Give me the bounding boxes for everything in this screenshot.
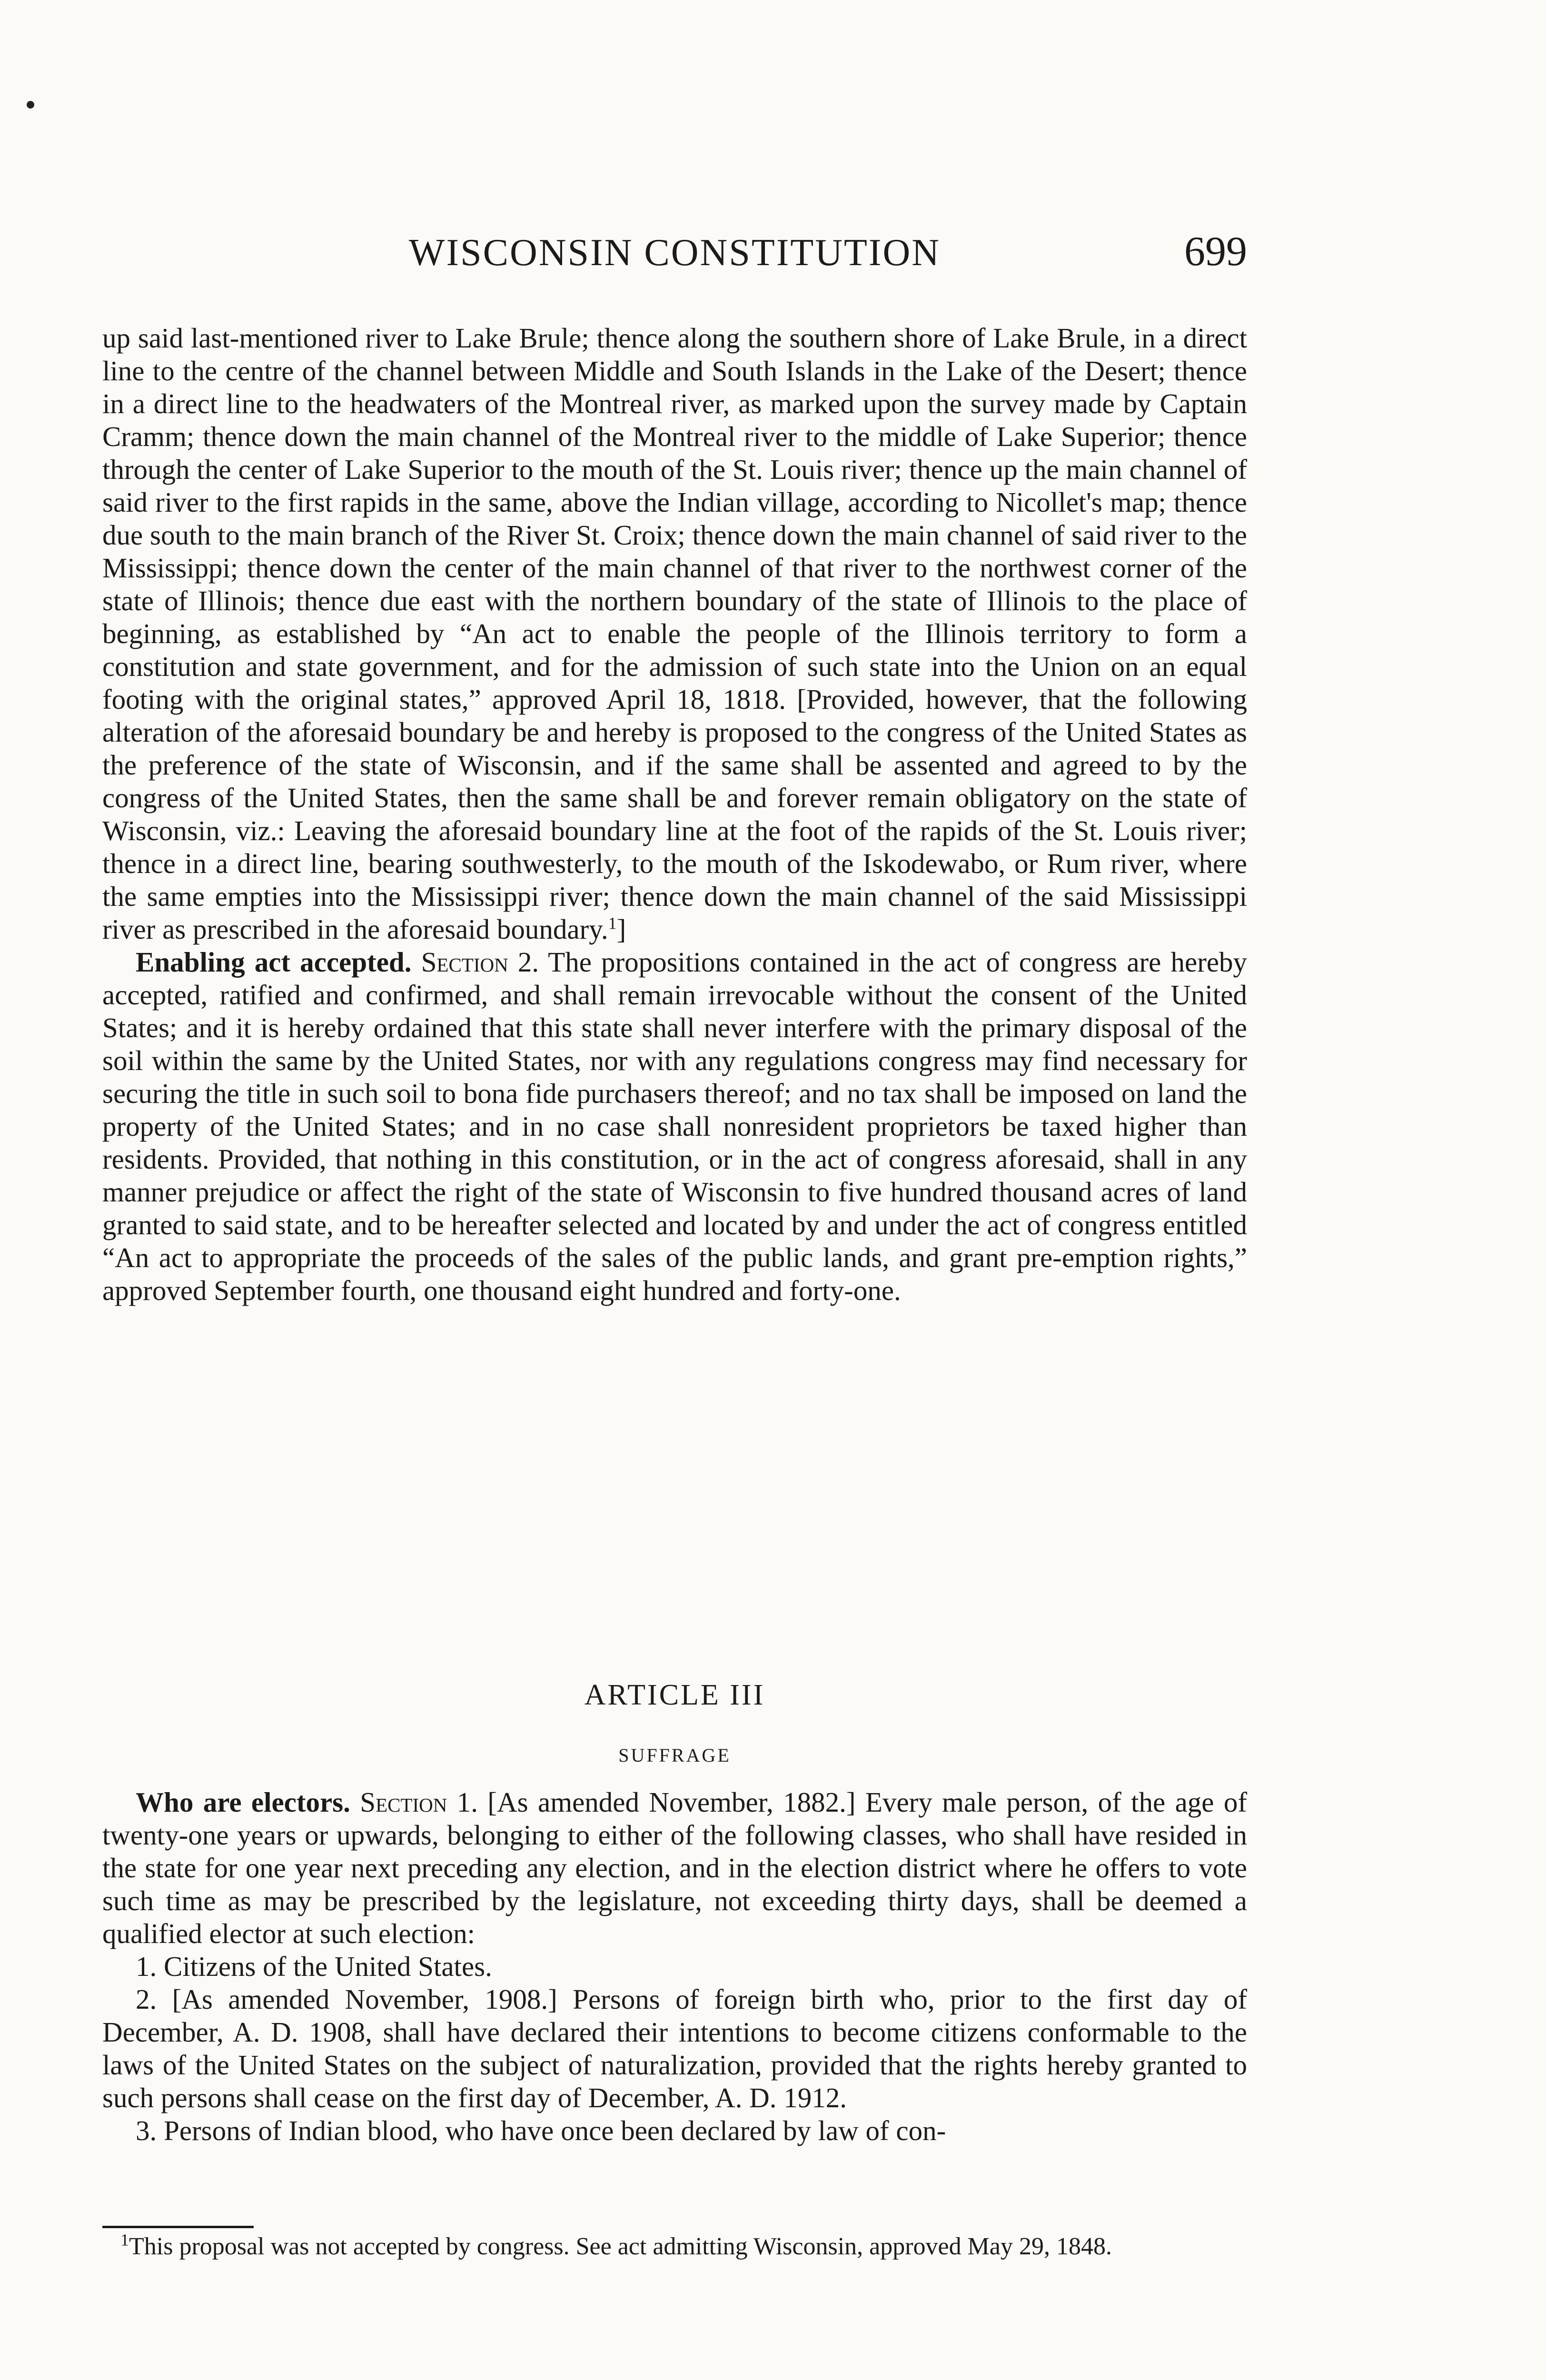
page-number: 699 <box>1184 228 1247 275</box>
footnote <box>102 2230 1247 2260</box>
bracket-close: ] <box>616 913 626 945</box>
footnote-divider <box>102 2226 254 2228</box>
section-2-heading: Enabling act accepted. <box>136 946 412 978</box>
article-title: ARTICLE III <box>584 1679 765 1711</box>
section-1-label: Section 1. <box>360 1786 478 1818</box>
suffrage-text <box>102 1786 1247 2147</box>
article-subtitle: SUFFRAGE <box>618 1745 731 1766</box>
page-speck <box>27 101 34 109</box>
running-title: WISCONSIN CONSTITUTION <box>408 232 941 274</box>
section-1-heading: Who are electors. <box>136 1786 350 1818</box>
class-item: 3. Persons of Indian blood, who have once been declared by law of con- <box>136 2115 946 2146</box>
class-item: 2. [As amended November, 1908.] Persons of foreign birth who, prior to the first day of December, A. D. 1908, shall have declared their intentions to become citizens conformable to the laws of the United States on the subject of naturalization, provided that the rights hereby granted to such persons shall cease on the first day of December, A. D. 1912. <box>102 1983 1247 2113</box>
footnote-reference: 1 <box>608 913 617 933</box>
boundary-paragraph <box>102 322 1247 946</box>
class-item: 1. Citizens of the United States. <box>136 1951 492 1982</box>
section-1-text: [As amended November, 1882.] Every male person, of the age of twenty-one years or upwards, belonging to either of the following classes, who shall have resided in the state for one year next preceding any election, and in the election district where he offers to vote such time as may be prescribed by the legislature, not exceeding thirty days, shall be deemed a qualified elector at such election: <box>102 1786 1248 1949</box>
section-2-text: The propositions contained in the act of congress are hereby accepted, ratified and confirmed, and shall remain irrevocable without the consent of the United States; and it is hereby ordained that this state shall never interfere with the primary disposal of the soil within the same by the United States, nor with any regulations congress may find necessary for securing the title in such soil to bona fide purchasers thereof; and no tax shall be imposed on land the property of the United States; and in no case shall nonresident proprietors be taxed higher than residents. Provided, that nothing in this constitution, or in the act of congress aforesaid, shall in any manner prejudice or affect the right of the state of Wisconsin to five hundred thousand acres of land granted to said state, and to be hereafter selected and located by and under the act of congress entitled “An act to appropriate the proceeds of the sales of the public lands, and grant pre-emption rights,” approved September fourth, one thousand eight hundred and forty-one. <box>102 946 1248 1306</box>
page-header <box>102 228 1247 280</box>
section-2-paragraph <box>102 946 1247 1307</box>
body-text <box>102 322 1247 1307</box>
footnote-mark: 1 <box>120 2230 129 2250</box>
section-1-paragraph <box>102 1786 1247 1950</box>
footnote-paragraph <box>102 2230 1247 2260</box>
footnote-text: This proposal was not accepted by congress. See act admitting Wisconsin, approved May 29, 1848. <box>129 2233 1112 2260</box>
boundary-text: up said last-mentioned river to Lake Brule; thence along the southern shore of Lake Brule, in a direct line to the centre of the channel between Middle and South Islands in the Lake of the Desert; thence in a direct line to the headwaters of the Montreal river, as marked upon the survey made by Captain Cramm; thence down the main channel of the Montreal river to the middle of Lake Superior; thence through the center of Lake Superior to the mouth of the St. Louis river; thence up the main channel of said river to the first rapids in the same, above the Indian village, according to Nicollet's map; thence due south to the main branch of the River St. Croix; thence down the main channel of said river to the Mississippi; thence down the center of the main channel of that river to the northwest corner of the state of Illinois; thence due east with the northern boundary of the state of Illinois to the place of beginning, as established by “An act to enable the people of the Illinois territory to form a constitution and state government, and for the admission of such state into the Union on an equal footing with the original states,” approved April 18, 1818. [Provided, however, that the following alteration of the aforesaid boundary be and hereby is proposed to the congress of the United States as the preference of the state of Wisconsin, and if the same shall be assented and agreed to by the congress of the United States, then the same shall be and forever remain obligatory on the state of Wisconsin, viz.: Leaving the aforesaid boundary line at the foot of the rapids of the St. Louis river; thence in a direct line, bearing southwesterly, to the mouth of the Iskodewabo, or Rum river, where the same empties into the Mississippi river; thence down the main channel of the said Mississippi river as prescribed in the aforesaid boundary. <box>102 322 1247 945</box>
section-2-label: Section 2. <box>421 946 539 978</box>
